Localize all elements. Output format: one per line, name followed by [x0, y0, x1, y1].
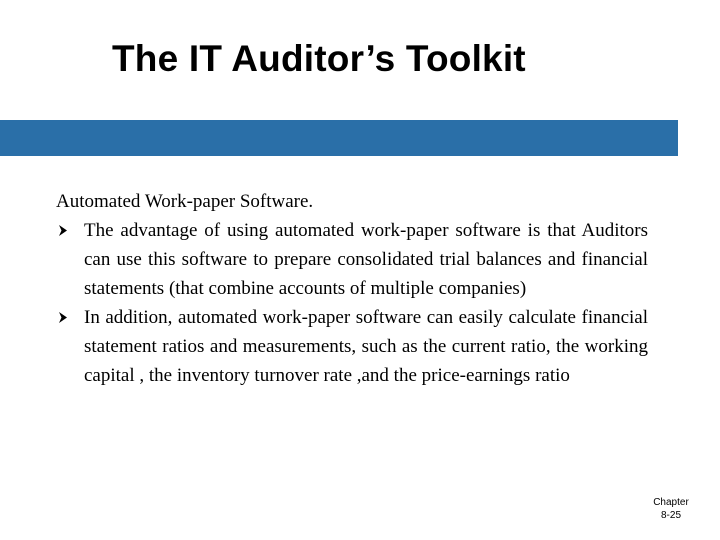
bullet-list: [56, 216, 648, 390]
section-heading: Automated Work-paper Software.: [56, 191, 314, 212]
chapter-page-label: [641, 496, 701, 522]
bullet-text: The advantage of using automated work-paper software is that Auditors can use this software to prepare consolidated trial balances and financial statements (that combine accounts of multiple companies): [84, 220, 648, 299]
title-accent-bar: [0, 120, 678, 156]
bullet-item: [56, 303, 648, 390]
bullet-item: [56, 216, 648, 303]
arrowhead-bullet-icon: [58, 216, 72, 245]
chapter-text: Chapter: [653, 497, 689, 508]
slide-content: [56, 187, 648, 390]
slide-title: The IT Auditor’s Toolkit: [112, 38, 526, 79]
page-number: 8-25: [660, 510, 681, 521]
bullet-text: In addition, automated work-paper software can easily calculate financial statement ratios and measurements, such as the current ratio, the working capital , the inventory turnover rate ,and the price-earnings ratio: [84, 307, 648, 386]
arrowhead-bullet-icon: [58, 303, 72, 332]
